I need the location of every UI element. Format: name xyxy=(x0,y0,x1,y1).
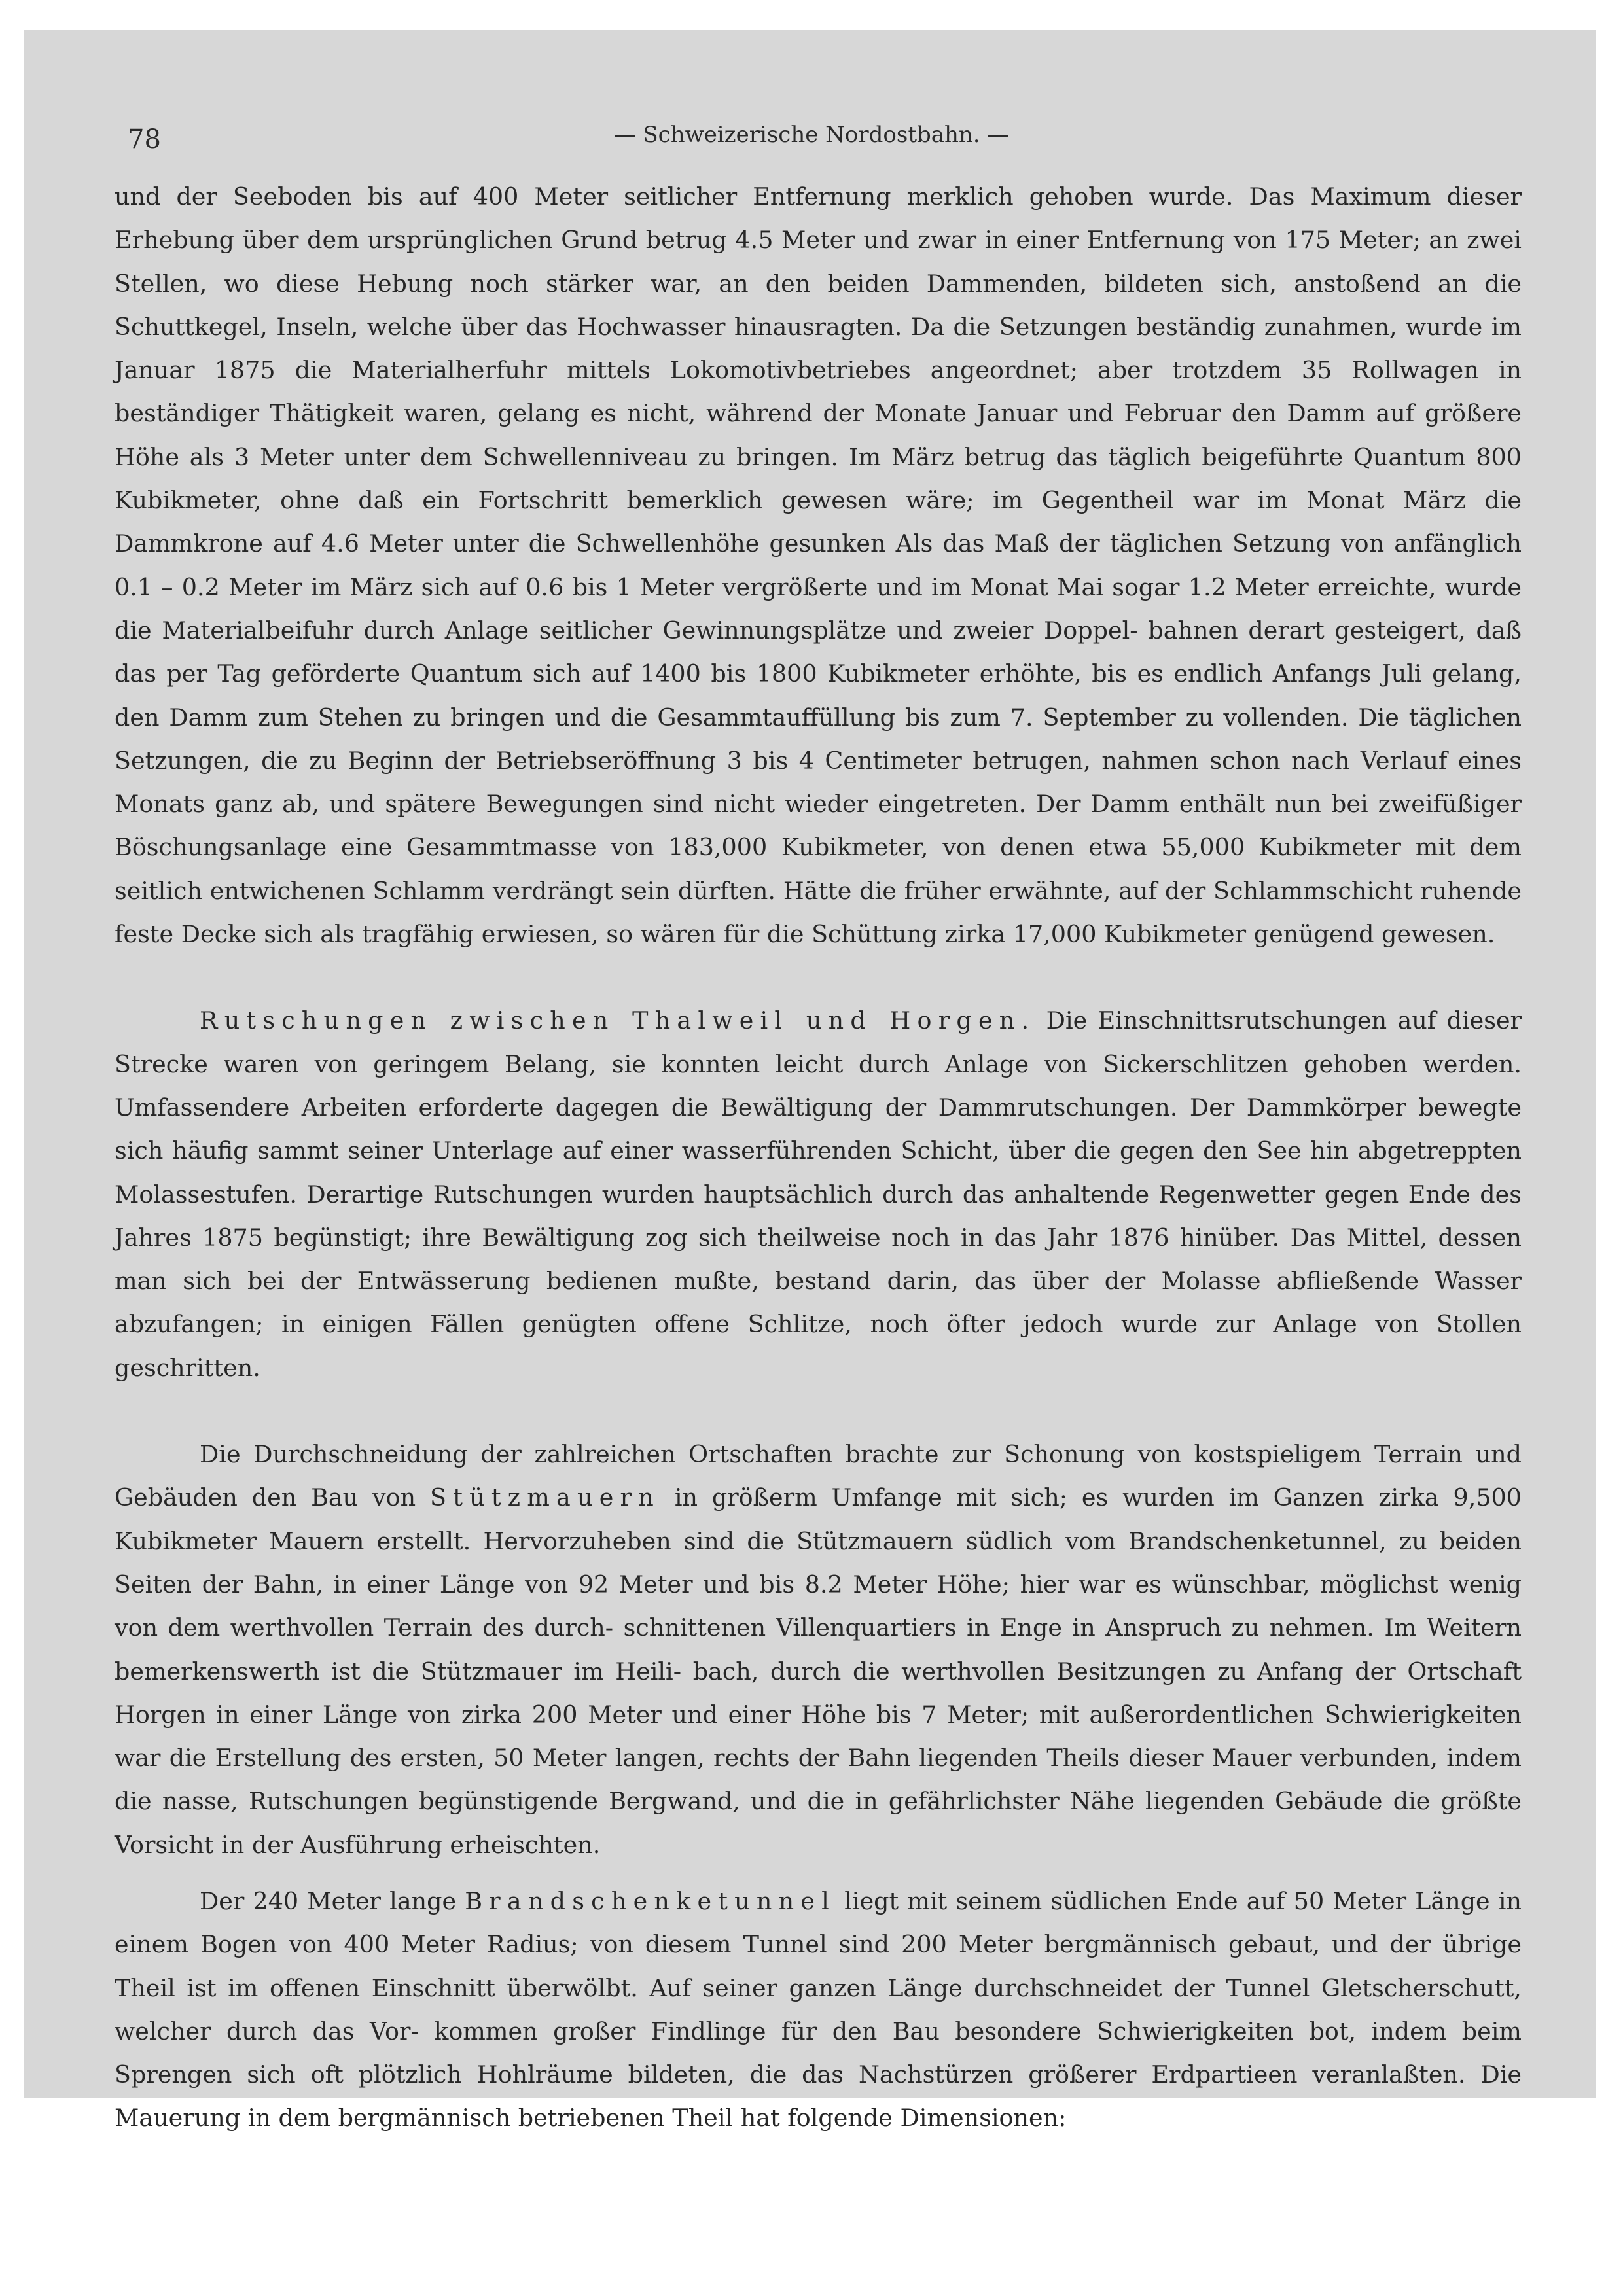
text-line: der Monate Januar und Februar den Damm auf größere Höhe als 3 Meter unter dem Schwellenniveau zu bringen. xyxy=(115,399,1522,471)
text-line: jedoch wurde zur Anlage von Stollen geschritten. xyxy=(115,1310,1522,1382)
text-line: Maß der täglichen Setzung von anfänglich 0.1 – 0.2 Meter im März sich auf 0.6 bis 1 Meter vergrößerte und im Monat xyxy=(115,529,1522,601)
text-line: auf einer wasserführenden Schicht, über die gegen den See hin abgetreppten Molassestufen. Derartige Rutschungen xyxy=(115,1137,1522,1209)
paragraph-embankment-settlement xyxy=(115,175,1522,956)
text-line: über das Hochwasser hinausragten. Da die Setzungen beständig zunahmen, wurde im Januar 1875 die Materialherfuhr xyxy=(115,312,1522,385)
text-line: den Bau von xyxy=(251,1483,431,1512)
text-line: zweifüßiger Böschungsanlage eine Gesammtmasse von 183,000 Kubikmeter, von denen etwa 55,000 Kubikmeter mit xyxy=(115,790,1522,862)
text-line: kommen großer Findlinge für den Bau besondere Schwierigkeiten bot, indem beim Sprengen sich oft plötzlich Hohlräume xyxy=(115,2017,1522,2089)
text-line: Bogen von 400 Meter Radius; von diesem Tunnel sind 200 Meter bergmännisch gebaut, und der übrige Theil ist im xyxy=(115,1930,1522,2002)
text-line: Höhe bis 7 Meter; mit außerordentlichen Schwierigkeiten war die Erstellung des ersten, 50 Meter langen, rechts der Bahn xyxy=(115,1700,1522,1773)
text-line: Nähe liegenden Gebäude die größte Vorsicht in der Ausführung erheischten. xyxy=(115,1787,1522,1859)
text-line: in größerm Umfange mit sich; es wurden im Ganzen zirka 9,500 Kubikmeter Mauern erstellt. xyxy=(115,1483,1522,1555)
text-line: wurden hauptsächlich durch das anhaltende Regenwetter gegen Ende des Jahres 1875 begünstigt; ihre Bewältigung zog xyxy=(115,1180,1522,1252)
text-line: mittels Lokomotivbetriebes angeordnet; aber trotzdem 35 Rollwagen in beständiger Thätigkeit waren, gelang es nicht, während xyxy=(115,356,1522,428)
text-line: Im März betrug das täglich beigeführte Quantum 800 Kubikmeter, ohne daß ein Fortschritt bemerklich gewesen xyxy=(115,442,1522,515)
text-line: Der 240 Meter lange xyxy=(200,1886,465,1915)
text-line: Die Einschnittsrutschungen auf dieser Strecke xyxy=(115,1006,1522,1078)
text-line: Die täglichen Setzungen, die zu Beginn der Betriebseröffnung 3 bis 4 Centimeter betrugen, nahmen schon nach xyxy=(115,703,1522,775)
text-line: bach, durch die werthvollen Besitzungen zu Anfang der Ortschaft Horgen in einer Länge von zirka 200 Meter und einer xyxy=(115,1657,1522,1729)
text-line: sich theilweise noch in das Jahr 1876 hinüber. Das Mittel, dessen man sich bei der Entwässerung bedienen mußte, bestand xyxy=(115,1223,1522,1296)
text-line: und der Seeboden bis auf 400 Meter seitlicher Entfernung merklich gehoben wurde. Das Maximum dieser Erhebung über xyxy=(115,183,1522,255)
text-line: Hervorzuheben sind die Stützmauern südlich vom Brandschenketunnel, zu beiden Seiten der Bahn, in einer Länge von xyxy=(115,1527,1522,1598)
text-line: schnittenen Villenquartiers in Enge in Anspruch zu nehmen. Im Weitern bemerkenswerth ist die Stützmauer im Heili- xyxy=(115,1614,1522,1686)
text-line: waren von geringem Belang, sie konnten leicht durch Anlage von Sickerschlitzen gehoben werden. Umfassendere Arbeiten xyxy=(115,1050,1522,1122)
text-line: dem ursprünglichen Grund betrug 4.5 Meter und zwar in einer Entfernung von 175 Meter; an zwei Stellen, wo diese xyxy=(115,226,1522,298)
text-line: wäre; im Gegentheil war im Monat März die Dammkrone auf 4.6 Meter unter die Schwellenhöhe gesunken Als das xyxy=(115,486,1522,558)
text-line: hat folgende Dimensionen: xyxy=(740,2104,1067,2132)
text-line: bildeten, die das Nachstürzen größerer Erdpartieen veranlaßten. Die Mauerung in dem bergmännisch betriebenen Theil xyxy=(115,2060,1522,2132)
section-heading-landslides: Rutschungen zwischen Thalweil und Horgen. xyxy=(200,1006,1036,1035)
text-line: offenen Einschnitt überwölbt. Auf seiner ganzen Länge durchschneidet der Tunnel Gletscherschutt, welcher durch das Vor- xyxy=(115,1973,1522,2045)
paragraph-landslides xyxy=(115,999,1522,1390)
running-head: — Schweizerische Nordostbahn. — xyxy=(613,122,1010,148)
emphasis-retaining-walls: Stützmauern xyxy=(430,1483,660,1512)
text-line: Verlauf eines Monats ganz ab, und spätere Bewegungen sind nicht wieder eingetreten. Der Damm enthält nun bei xyxy=(115,746,1522,819)
page-body xyxy=(115,175,1522,2140)
text-line: Mai sogar 1.2 Meter erreichte, wurde die Materialbeifuhr durch Anlage seitlicher Gewinnungsplätze und zweier Doppel- xyxy=(115,573,1522,645)
page-number: 78 xyxy=(128,124,161,154)
text-line: liegt mit seinem südlichen Ende auf 50 Meter Länge in einem xyxy=(115,1886,1522,1959)
text-line: feste Decke sich als tragfähig erwiesen, so wären für die Schüttung zirka 17,000 Kubikmeter genügend gewesen. xyxy=(115,920,1495,949)
emphasis-brandschenketunnel: Brandschenketunnel xyxy=(465,1886,836,1915)
text-line: erforderte dagegen die Bewältigung der Dammrutschungen. Der Dammkörper bewegte sich häufig sammt seiner Unterlage xyxy=(115,1093,1522,1165)
text-line: darin, das über der Molasse abfließende Wasser abzufangen; in einigen Fällen genügten offene Schlitze, noch öfter xyxy=(115,1267,1522,1339)
paragraph-retaining-walls xyxy=(115,1433,1522,1867)
text-line: Hebung noch stärker war, an den beiden Dammenden, bildeten sich, anstoßend an die Schuttkegel, Inseln, welche xyxy=(115,269,1522,341)
text-line: 92 Meter und bis 8.2 Meter Höhe; hier war es wünschbar, möglichst wenig von dem werthvollen Terrain des durch- xyxy=(115,1570,1522,1642)
text-line: Anfangs Juli gelang, den Damm zum Stehen zu bringen und die Gesammtauffüllung bis zum 7. September zu vollenden. xyxy=(115,660,1522,732)
text-line: dem seitlich entwichenen Schlamm verdrängt sein dürften. Hätte die früher erwähnte, auf der Schlammschicht ruhende xyxy=(115,833,1522,905)
text-line: bahnen derart gesteigert, daß das per Tag geförderte Quantum sich auf 1400 bis 1800 Kubikmeter erhöhte, bis es endlich xyxy=(115,616,1522,688)
text-line: Die Durchschneidung der zahlreichen Ortschaften brachte zur Schonung von kostspieligem Terrain und Gebäuden xyxy=(115,1440,1522,1512)
text-line: liegenden Theils dieser Mauer verbunden, indem die nasse, Rutschungen begünstigende Bergwand, und die in gefährlichster xyxy=(115,1744,1522,1816)
paragraph-tunnel xyxy=(115,1880,1522,2140)
